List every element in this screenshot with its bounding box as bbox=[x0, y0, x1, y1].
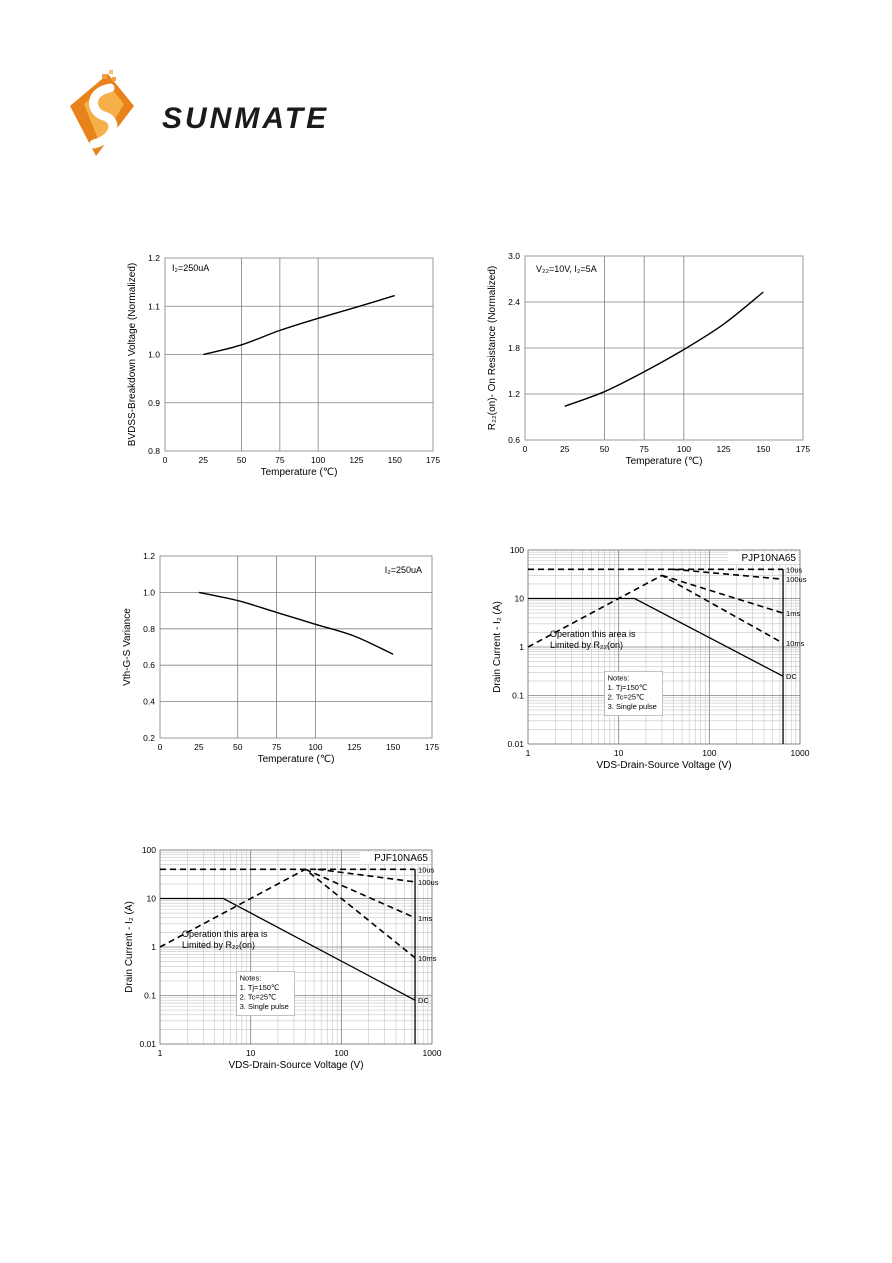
series-label: DC bbox=[786, 672, 797, 682]
x-tick-label: 175 bbox=[424, 742, 440, 752]
y-tick-label: 10 bbox=[146, 893, 156, 904]
y-tick-label: 0.8 bbox=[143, 623, 155, 634]
note-line: 1. Tj=150℃ bbox=[607, 683, 648, 692]
y-tick-label: 0.01 bbox=[139, 1039, 156, 1049]
x-tick-label: 1000 bbox=[422, 1048, 442, 1058]
chart-soa-pjf10na65 bbox=[114, 842, 448, 1078]
x-tick-label: 25 bbox=[198, 455, 209, 465]
x-tick-label: 25 bbox=[194, 742, 204, 752]
series-label: 1ms bbox=[418, 913, 433, 923]
series-label: 10ms bbox=[418, 953, 437, 963]
series-line-1ms bbox=[305, 869, 415, 918]
x-tick-label: 0 bbox=[162, 455, 168, 465]
chart-rdson-vs-temperature bbox=[487, 248, 820, 480]
series-line bbox=[203, 296, 394, 355]
plot-frame bbox=[160, 556, 432, 738]
series-line bbox=[199, 592, 393, 654]
y-axis-label: Drain Current - I₂ (A) bbox=[124, 901, 135, 993]
x-tick-label: 25 bbox=[559, 444, 570, 454]
y-tick-label: 0.1 bbox=[512, 690, 524, 701]
series-label: 10us bbox=[786, 565, 803, 575]
x-tick-label: 175 bbox=[795, 444, 811, 454]
x-axis-label: Temperature (℃) bbox=[625, 456, 703, 467]
note-line: 3. Single pulse bbox=[607, 702, 657, 711]
x-tick-label: 150 bbox=[756, 444, 771, 454]
note-line: 1. Tj=150℃ bbox=[239, 983, 280, 992]
x-tick-label: 1 bbox=[525, 748, 531, 758]
y-tick-label: 0.01 bbox=[507, 739, 524, 749]
note-line: Notes: bbox=[239, 973, 262, 983]
x-tick-label: 0 bbox=[522, 444, 528, 454]
chart-soa-pjp10na65 bbox=[484, 542, 818, 778]
x-tick-label: 1 bbox=[157, 1048, 163, 1058]
series-line bbox=[565, 292, 764, 406]
x-tick-label: 1000 bbox=[790, 748, 810, 758]
x-tick-label: 150 bbox=[386, 742, 401, 752]
x-axis-label: Temperature (℃) bbox=[260, 467, 338, 478]
series-line-100us bbox=[673, 569, 783, 579]
y-tick-label: 0.6 bbox=[508, 435, 520, 445]
series-line-1ms bbox=[662, 575, 783, 613]
y-tick-label: 10 bbox=[514, 593, 524, 604]
y-axis-label: R₂₂(on)- On Resistance (Normalized) bbox=[487, 265, 498, 431]
rds-annotation-line1: Operation this area is bbox=[182, 929, 268, 939]
y-tick-label: 0.2 bbox=[143, 733, 155, 743]
x-axis-label: VDS-Drain-Source Voltage (V) bbox=[228, 1060, 364, 1071]
x-tick-label: 150 bbox=[387, 455, 402, 465]
condition-annotation: I₂=250uA bbox=[384, 565, 422, 575]
chart-vth-vs-temperature bbox=[118, 548, 450, 778]
rds-annotation-line1: Operation this area is bbox=[550, 629, 636, 639]
y-tick-label: 1.1 bbox=[148, 301, 160, 312]
x-tick-label: 125 bbox=[716, 444, 731, 454]
x-tick-label: 50 bbox=[236, 455, 247, 465]
x-tick-label: 100 bbox=[702, 748, 717, 758]
y-tick-label: 1 bbox=[151, 942, 156, 952]
note-line: 3. Single pulse bbox=[239, 1002, 289, 1011]
y-tick-label: 100 bbox=[509, 545, 524, 555]
series-label: 1ms bbox=[786, 609, 801, 619]
y-tick-label: 2.4 bbox=[508, 297, 520, 307]
y-tick-label: 0.1 bbox=[144, 990, 156, 1001]
y-tick-label: 3.0 bbox=[508, 251, 520, 261]
y-axis-label: Drain Current - I₂ (A) bbox=[492, 601, 503, 693]
chart-title: PJF10NA65 bbox=[374, 853, 428, 864]
x-axis-label: VDS-Drain-Source Voltage (V) bbox=[596, 760, 732, 771]
x-tick-label: 175 bbox=[425, 455, 441, 465]
x-tick-label: 75 bbox=[639, 444, 649, 454]
x-tick-label: 100 bbox=[311, 455, 326, 465]
x-tick-label: 75 bbox=[271, 742, 282, 752]
x-tick-label: 10 bbox=[613, 748, 624, 758]
x-tick-label: 125 bbox=[347, 742, 362, 752]
rds-annotation-line2: Limited by R₂₂(on) bbox=[182, 940, 256, 950]
y-tick-label: 0.9 bbox=[148, 397, 160, 408]
chart-bvdss-vs-temperature bbox=[120, 248, 450, 480]
x-tick-label: 50 bbox=[599, 444, 610, 454]
y-tick-label: 1.0 bbox=[143, 587, 155, 598]
y-tick-label: 100 bbox=[141, 845, 156, 855]
x-axis-label: Temperature (℃) bbox=[257, 754, 335, 765]
condition-annotation: V₂₂=10V, I₂=5A bbox=[536, 264, 597, 274]
y-tick-label: 0.8 bbox=[148, 446, 160, 456]
x-tick-label: 100 bbox=[676, 444, 691, 454]
series-label: 100us bbox=[786, 575, 807, 585]
y-tick-label: 1.8 bbox=[508, 343, 520, 353]
note-line: 2. Tc=25℃ bbox=[607, 692, 645, 702]
x-tick-label: 50 bbox=[232, 742, 243, 752]
logo-mark-icon bbox=[70, 70, 134, 156]
y-tick-label: 1.2 bbox=[143, 551, 155, 561]
y-tick-label: 1.2 bbox=[508, 389, 520, 399]
x-tick-label: 0 bbox=[157, 742, 163, 752]
chart-title: PJP10NA65 bbox=[741, 553, 796, 564]
y-tick-label: 0.6 bbox=[143, 660, 155, 671]
x-tick-label: 125 bbox=[349, 455, 364, 465]
x-tick-label: 100 bbox=[308, 742, 323, 752]
series-label: DC bbox=[418, 996, 429, 1006]
series-label: 10us bbox=[418, 865, 435, 875]
x-tick-label: 100 bbox=[334, 1048, 349, 1058]
y-axis-label: Vth-G-S Variance bbox=[122, 608, 133, 686]
brand-wordmark: SUNMATE bbox=[162, 102, 330, 135]
series-label: 100us bbox=[418, 877, 439, 887]
y-tick-label: 1 bbox=[519, 642, 524, 652]
x-tick-label: 10 bbox=[245, 1048, 256, 1058]
y-tick-label: 1.2 bbox=[148, 253, 160, 263]
rds-annotation-line2: Limited by R₂₂(on) bbox=[550, 640, 624, 650]
note-line: 2. Tc=25℃ bbox=[239, 992, 277, 1002]
note-line: Notes: bbox=[607, 673, 630, 683]
y-tick-label: 0.4 bbox=[143, 696, 155, 707]
x-tick-label: 75 bbox=[275, 455, 285, 465]
y-axis-label: BVDSS-Breakdown Voltage (Normalized) bbox=[127, 262, 138, 447]
series-label: 10ms bbox=[786, 639, 805, 649]
brand-logo bbox=[62, 68, 352, 160]
y-tick-label: 1.0 bbox=[148, 349, 160, 360]
condition-annotation: I₂=250uA bbox=[172, 263, 210, 273]
